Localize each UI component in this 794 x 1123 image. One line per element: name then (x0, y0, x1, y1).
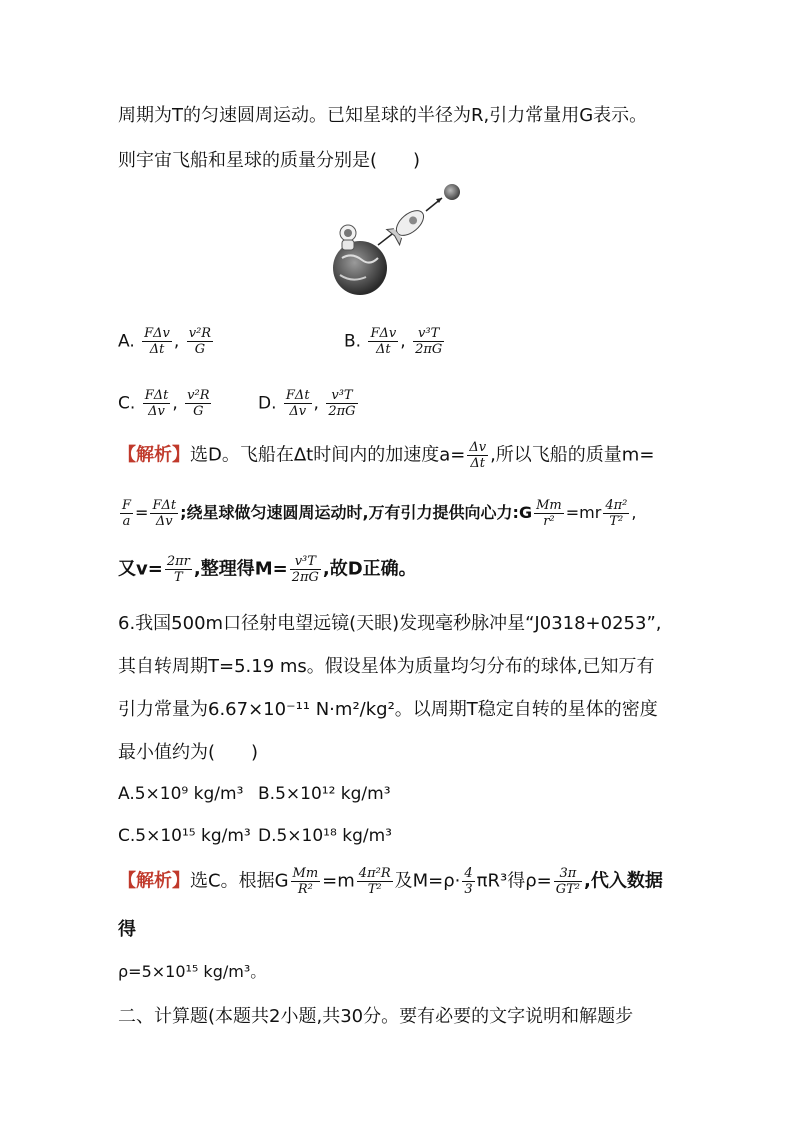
analysis-tag: 【解析】 (118, 870, 190, 892)
q5-analysis-line3: 又v= $\frac{2\pi r}{T}$ ,整理得M= $\frac{\text{v³T}}{2\pi G}$ ,故D正确。 (118, 554, 417, 585)
section2-heading: 二、计算题(本题共2小题,共30分。要有必要的文字说明和解题步 (118, 1006, 634, 1027)
option-c-frac1: $\frac{\text{FΔt}}{\Delta v}$ (144, 388, 169, 419)
planet-icon (333, 241, 387, 295)
q6-option-a[interactable]: A.5×10⁹ kg/m³ (118, 784, 244, 804)
option-b-frac2: $\frac{\text{v³T}}{2\pi G}$ (415, 326, 443, 357)
planet-spaceship-illustration (328, 183, 468, 298)
option-c[interactable]: C. $\frac{\text{FΔt}}{\Delta v}$ , $\frac{\text{v²R}}{G}$ (118, 388, 210, 419)
option-c-frac2: $\frac{\text{v²R}}{G}$ (187, 388, 210, 419)
q6-stem-line2: 其自转周期T=5.19 ms。假设星体为质量均匀分布的球体,已知万有 (118, 656, 655, 677)
q6-option-b[interactable]: B.5×10¹² kg/m³ (258, 784, 391, 804)
option-d[interactable]: D. $\frac{\text{FΔt}}{\Delta v}$ , $\frac{\text{v³T}}{2\pi G}$ (258, 388, 356, 419)
star-icon (444, 184, 460, 200)
q5-stem-line2: 则宇宙飞船和星球的质量分别是( ) (118, 150, 421, 171)
option-a-frac1: $\frac{\text{FΔv}}{\Delta t}$ (144, 326, 170, 357)
q6-analysis-line2: 得 (118, 919, 136, 940)
q6-stem-line1: 6.我国500m口径射电望远镜(天眼)发现毫秒脉冲星“J0318+0253”, (118, 613, 662, 634)
option-a[interactable]: A. $\frac{\text{FΔv}}{\Delta t}$ , $\frac{\text{v²R}}{G}$ (118, 326, 212, 357)
analysis-tag: 【解析】 (118, 444, 190, 466)
q5-analysis-line2: $\frac{F}{a}$ = $\frac{\text{FΔt}}{\Delta v}$ ;绕星球做匀速圆周运动时,万有引力提供向心力:G $\frac{Mm}{\text{r²}}$ =mr $\frac{\text{4π²}}{\text{T²}}$ , (122, 498, 637, 529)
option-b-frac1: $\frac{\text{FΔv}}{\Delta t}$ (370, 326, 397, 357)
spaceship-icon (387, 205, 429, 245)
q6-option-c[interactable]: C.5×10¹⁵ kg/m³ (118, 826, 251, 846)
option-b[interactable]: B. $\frac{\text{FΔv}}{\Delta t}$ , $\frac{\text{v³T}}{2\pi G}$ (344, 326, 443, 357)
astronaut-icon (340, 225, 356, 250)
q6-analysis-line1: 【解析】选C。根据G $\frac{Mm}{\text{R²}}$ =m $\frac{\text{4π²R}}{\text{T²}}$ 及M=ρ· $\frac{4}{3}$ πR³得ρ= $\frac{3\pi}{\text{GT²}}$ ,代入数据 (118, 866, 663, 897)
q5-analysis-line1: 【解析】选D。飞船在Δt时间内的加速度a= $\frac{\Delta v}{\Delta t}$ ,所以飞船的质量m= (118, 440, 655, 471)
q5-stem-line1: 周期为T的匀速圆周运动。已知星球的半径为R,引力常量用G表示。 (118, 105, 648, 126)
q6-analysis-line3: ρ=5×10¹⁵ kg/m³。 (118, 962, 267, 981)
option-d-frac1: $\frac{\text{FΔt}}{\Delta v}$ (285, 388, 310, 419)
option-d-frac2: $\frac{\text{v³T}}{2\pi G}$ (328, 388, 356, 419)
q6-option-d[interactable]: D.5×10¹⁸ kg/m³ (258, 826, 392, 846)
q6-stem-line4: 最小值约为( ) (118, 742, 259, 763)
option-a-frac2: $\frac{\text{v²R}}{G}$ (188, 326, 212, 357)
q6-stem-line3: 引力常量为6.67×10⁻¹¹ N·m²/kg²。以周期T稳定自转的星体的密度 (118, 699, 658, 720)
